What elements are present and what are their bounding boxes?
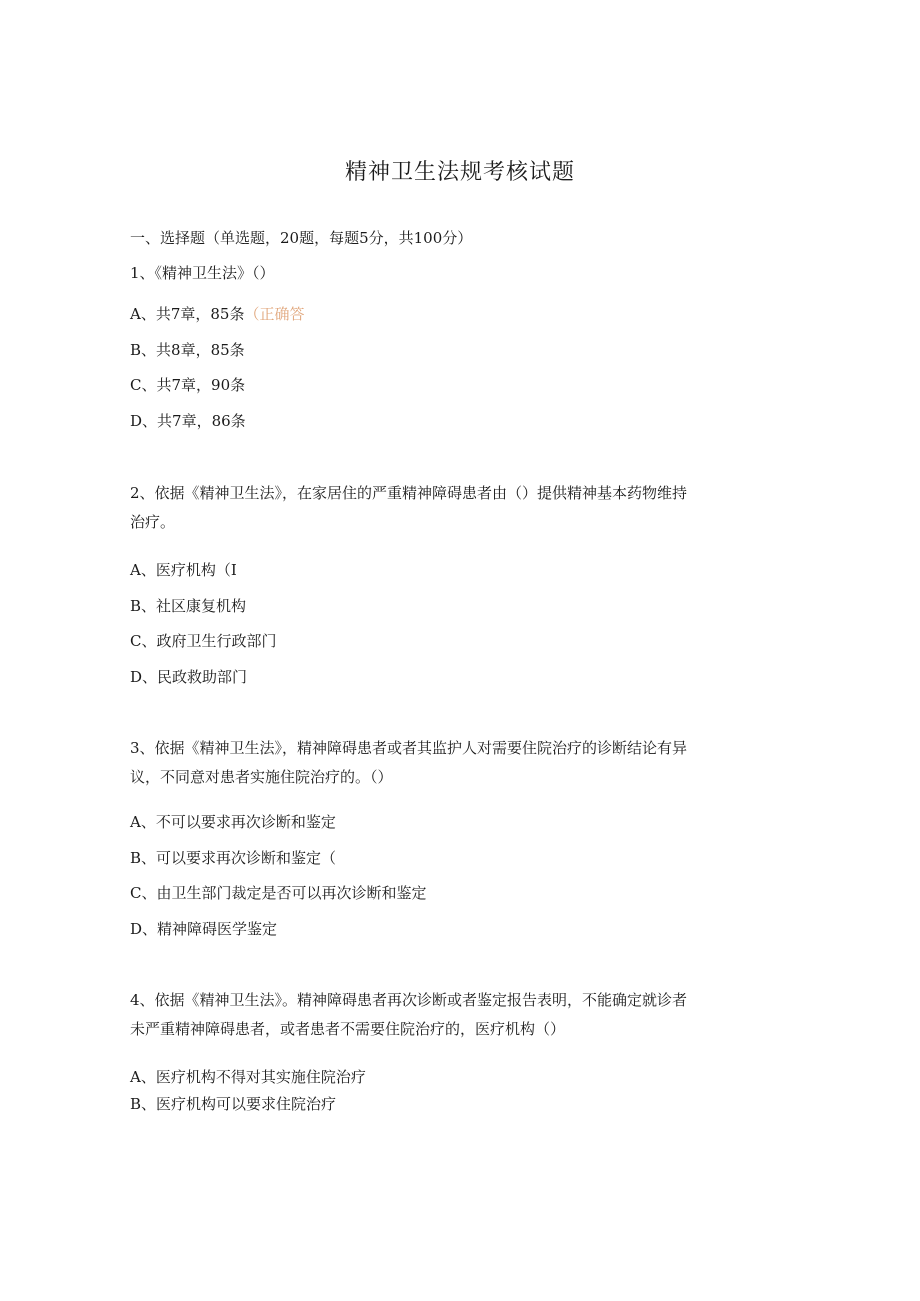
question-line: 4、依据《精神卫生法》。精神障碍患者再次诊断或者鉴定报告表明，不能确定就诊者	[130, 991, 688, 1009]
question-1-option-a	[130, 304, 780, 324]
question-2-option-d: D、民政救助部门	[130, 668, 248, 686]
question-1-option-b: B、共8章，85条	[130, 341, 245, 359]
question-line: 2、依据《精神卫生法》，在家居住的严重精神障碍患者由（）提供精神基本药物维持	[130, 484, 688, 502]
option-text: A、共7章，85条	[130, 305, 245, 323]
question-3-option-d: D、精神障碍医学鉴定	[130, 920, 278, 938]
question-4-option-a: A、医疗机构不得对其实施住院治疗	[130, 1068, 366, 1086]
correct-answer-mark: （正确答	[244, 305, 305, 323]
question-line: 治疗。	[130, 513, 176, 531]
question-4-text	[130, 986, 780, 1044]
question-3-option-c: C、由卫生部门裁定是否可以再次诊断和鉴定	[130, 884, 427, 902]
question-1-text: 1、《精神卫生法》（）	[130, 264, 275, 282]
question-2-option-b: B、社区康复机构	[130, 597, 247, 615]
question-3-option-a: A、不可以要求再次诊断和鉴定	[130, 813, 336, 831]
question-2-option-c: C、政府卫生行政部门	[130, 632, 277, 650]
question-line: 议，不同意对患者实施住院治疗的。（）	[130, 768, 393, 786]
question-2-text	[130, 479, 780, 537]
question-1-option-d: D、共7章，86条	[130, 412, 246, 430]
question-1-option-c: C、共7章，90条	[130, 376, 246, 394]
question-3-text	[130, 734, 780, 792]
section-header: 一、选择题（单选题，20题，每题5分，共100分）	[130, 229, 473, 247]
document-title: 精神卫生法规考核试题	[344, 160, 575, 185]
question-line: 未严重精神障碍患者，或者患者不需要住院治疗的，医疗机构（）	[130, 1020, 566, 1038]
question-2-option-a: A、医疗机构（I	[130, 561, 237, 579]
question-3-option-b: B、可以要求再次诊断和鉴定（	[130, 849, 337, 867]
question-line: 3、依据《精神卫生法》，精神障碍患者或者其监护人对需要住院治疗的诊断结论有异	[130, 739, 688, 757]
question-4-option-b: B、医疗机构可以要求住院治疗	[130, 1095, 337, 1113]
